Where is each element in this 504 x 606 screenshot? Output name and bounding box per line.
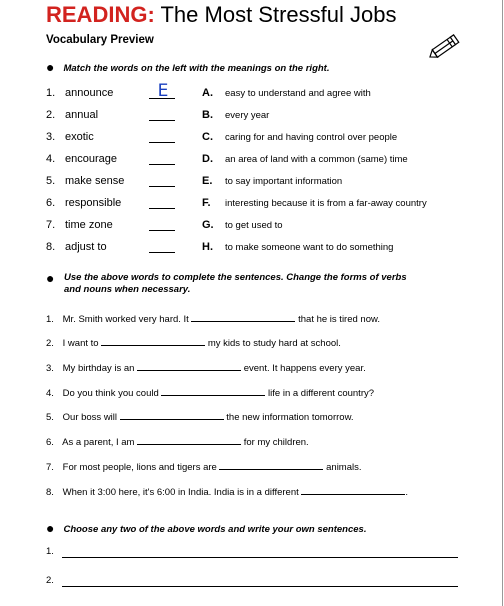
vocab-word: annual bbox=[65, 109, 99, 121]
title-accent: READING: bbox=[46, 2, 155, 27]
meaning-letter: G. bbox=[202, 219, 214, 231]
item-number: 5. bbox=[46, 175, 56, 187]
meaning-text: caring for and having control over people bbox=[225, 132, 398, 143]
writing-line[interactable] bbox=[62, 557, 458, 558]
sentence-row bbox=[46, 410, 354, 423]
meaning-text: to get used to bbox=[225, 220, 283, 231]
sentence-before: As a parent, I am bbox=[62, 437, 138, 448]
item-number: 7. bbox=[46, 462, 54, 473]
completion-instruction-line1: Use the above words to complete the sentences. Change the forms of verbs bbox=[64, 272, 407, 283]
item-number: 3. bbox=[46, 131, 56, 143]
sentence-after: for my children. bbox=[241, 437, 309, 448]
writing-line[interactable] bbox=[62, 586, 458, 587]
item-number: 5. bbox=[46, 412, 54, 423]
vocab-word: responsible bbox=[65, 197, 122, 209]
matching-instruction bbox=[46, 58, 329, 74]
sentence-after: animals. bbox=[323, 462, 362, 473]
sentence-blank[interactable] bbox=[161, 386, 265, 396]
own-sentences-instruction bbox=[46, 519, 366, 535]
meaning-text: interesting because it is from a far-away country bbox=[225, 198, 427, 209]
sentence-blank[interactable] bbox=[219, 460, 323, 470]
sentence-before: Do you think you could bbox=[62, 388, 162, 399]
bullet-icon: ● bbox=[46, 270, 55, 286]
completion-instruction bbox=[46, 270, 407, 296]
sentence-before: Mr. Smith worked very hard. It bbox=[62, 314, 192, 325]
matching-instruction-text: Match the words on the left with the meanings on the right. bbox=[63, 63, 330, 74]
item-number: 7. bbox=[46, 219, 56, 231]
vocab-word: time zone bbox=[65, 219, 113, 231]
sentence-after: life in a different country? bbox=[265, 388, 375, 399]
vocab-word: announce bbox=[65, 87, 114, 99]
answer-blank[interactable] bbox=[149, 142, 175, 143]
sentence-after: event. It happens every year. bbox=[241, 363, 366, 374]
vocab-word: adjust to bbox=[65, 241, 107, 253]
pencil-icon bbox=[425, 30, 465, 64]
meaning-text: an area of land with a common (same) time bbox=[225, 154, 408, 165]
matching-row bbox=[0, 153, 503, 169]
own-sentences-instruction-text: Choose any two of the above words and write your own sentences. bbox=[63, 524, 367, 535]
meaning-letter: C. bbox=[202, 131, 213, 143]
matching-row bbox=[0, 175, 503, 191]
answer-blank[interactable] bbox=[149, 252, 175, 253]
answer-blank[interactable] bbox=[149, 230, 175, 231]
item-number: 6. bbox=[46, 437, 54, 448]
item-number: 1. bbox=[46, 314, 54, 325]
matching-row bbox=[0, 197, 503, 213]
sentence-before: When it 3:00 here, it's 6:00 in India. India is in a different bbox=[62, 487, 302, 498]
sentence-blank[interactable] bbox=[120, 410, 224, 420]
meaning-letter: F. bbox=[202, 197, 211, 209]
item-number: 8. bbox=[46, 241, 56, 253]
vocab-word: make sense bbox=[65, 175, 125, 187]
answer-blank[interactable] bbox=[149, 120, 175, 121]
meaning-text: to make someone want to do something bbox=[225, 242, 394, 253]
sentence-blank[interactable] bbox=[301, 485, 405, 495]
sentence-row bbox=[46, 435, 309, 448]
sentence-after: . bbox=[405, 487, 409, 498]
matching-row bbox=[0, 81, 503, 103]
sentence-blank[interactable] bbox=[101, 336, 205, 346]
matching-row bbox=[0, 131, 503, 147]
meaning-text: every year bbox=[225, 110, 270, 121]
item-number: 6. bbox=[46, 197, 56, 209]
meaning-letter: H. bbox=[202, 241, 213, 253]
item-number: 4. bbox=[46, 388, 54, 399]
meaning-letter: D. bbox=[202, 153, 213, 165]
title-text: The Most Stressful Jobs bbox=[154, 2, 397, 27]
bullet-icon: ● bbox=[46, 59, 55, 75]
sentence-before: I want to bbox=[62, 338, 102, 349]
completion-instruction-line2: and nouns when necessary. bbox=[64, 284, 191, 295]
answer-blank[interactable] bbox=[149, 186, 175, 187]
sentence-row bbox=[46, 312, 380, 325]
answer-blank[interactable] bbox=[149, 208, 175, 209]
sentence-row bbox=[46, 485, 408, 498]
sentence-blank[interactable] bbox=[137, 435, 241, 445]
sentence-row bbox=[46, 460, 362, 473]
item-number: 2. bbox=[46, 109, 56, 121]
item-number: 1. bbox=[46, 546, 54, 557]
item-number: 2. bbox=[46, 338, 54, 349]
meaning-letter: E. bbox=[202, 175, 213, 187]
sentence-before: For most people, lions and tigers are bbox=[62, 462, 220, 473]
item-number: 3. bbox=[46, 363, 54, 374]
matching-row bbox=[0, 109, 503, 125]
vocab-word: encourage bbox=[65, 153, 117, 165]
item-number: 8. bbox=[46, 487, 54, 498]
sentence-after: my kids to study hard at school. bbox=[205, 338, 341, 349]
meaning-letter: A. bbox=[202, 87, 213, 99]
answer-blank[interactable] bbox=[149, 164, 175, 165]
handwritten-answer: E bbox=[157, 81, 169, 101]
sentence-row bbox=[46, 336, 341, 349]
sentence-row bbox=[46, 386, 374, 399]
sentence-blank[interactable] bbox=[137, 361, 241, 371]
matching-row bbox=[0, 219, 503, 235]
item-number: 4. bbox=[46, 153, 56, 165]
item-number: 1. bbox=[46, 87, 56, 99]
sentence-after: that he is tired now. bbox=[295, 314, 380, 325]
sentence-before: Our boss will bbox=[62, 412, 120, 423]
bullet-icon: ● bbox=[46, 520, 55, 536]
matching-row bbox=[0, 241, 503, 257]
item-number: 2. bbox=[46, 575, 54, 586]
sentence-blank[interactable] bbox=[191, 312, 295, 322]
sentence-before: My birthday is an bbox=[62, 363, 138, 374]
meaning-text: to say important information bbox=[225, 176, 343, 187]
sentence-after: the new information tomorrow. bbox=[223, 412, 354, 423]
meaning-letter: B. bbox=[202, 109, 213, 121]
meaning-text: easy to understand and agree with bbox=[225, 88, 371, 99]
vocab-word: exotic bbox=[65, 131, 94, 143]
sentence-row bbox=[46, 361, 366, 374]
page-title bbox=[46, 2, 396, 28]
section-subtitle: Vocabulary Preview bbox=[46, 34, 154, 46]
